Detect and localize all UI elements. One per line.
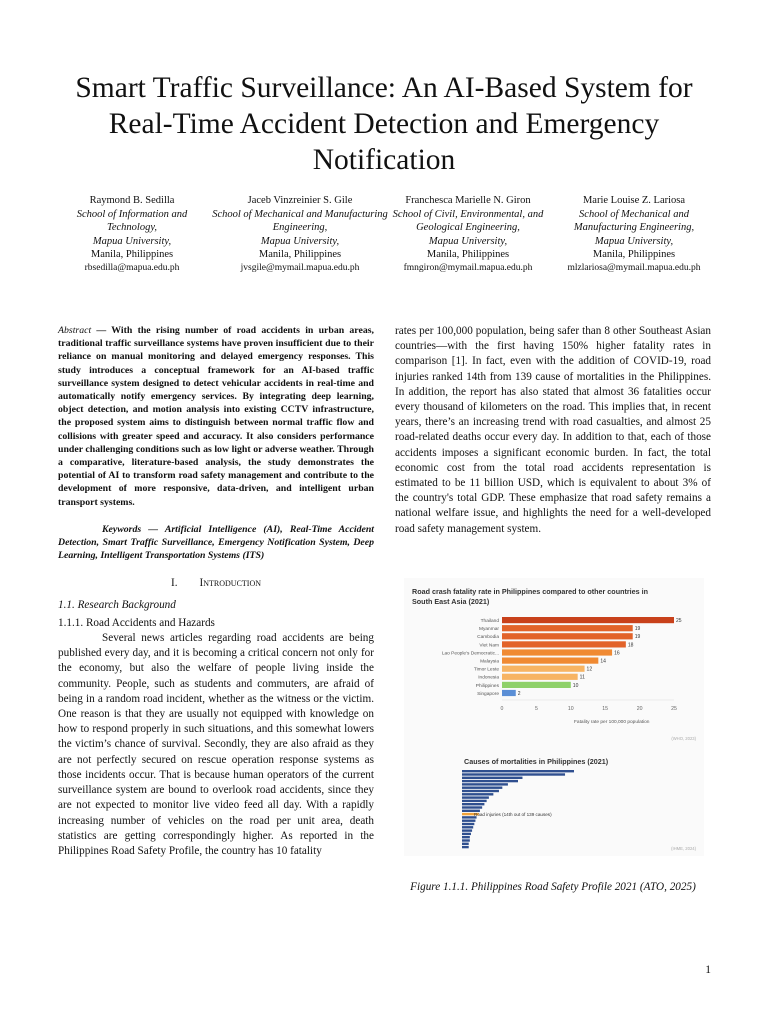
- author-block: [552, 194, 716, 275]
- category-label: Singapore: [477, 691, 499, 697]
- data-label: 25: [676, 618, 682, 624]
- keywords: [58, 523, 374, 563]
- x-axis-label: Fatality rate per 100,000 population: [574, 720, 650, 725]
- x-tick-label: 25: [671, 706, 677, 712]
- author-place: Manila, Philippines: [258, 249, 342, 260]
- bar: [462, 790, 499, 792]
- abstract: [58, 324, 374, 509]
- x-tick-label: 0: [500, 706, 504, 712]
- data-label: 19: [634, 634, 641, 641]
- bar: [462, 833, 471, 835]
- abstract-text: — With the rising number of road accidents in urban areas, traditional traffic surveillance systems have proven insufficient due to their reliance on manual monitoring and delayed emergency responses. This study introduces a conceptual framework for an AI-based traffic surveillance system designed to detect vehicular accidents in real-time and automatically notify emergency services. By integrating deep learning, object detection, and motion analysis into existing CCTV infrastructure, the proposed system aims to distinguish between normal traffic flow and collisions with greater speed and accuracy. It also considers performance under challenging conditions such as low light or adverse weather. Through a comparative, literature-based analysis, the study demonstrates the potential of AI to transform road safety management and contribute to the development of more responsive, data-driven, and intelligent urban transport systems.: [58, 325, 374, 508]
- category-label: Lao People's Democratic...: [441, 651, 499, 657]
- data-label: 11: [579, 674, 585, 681]
- bar: [462, 839, 470, 841]
- data-label: 14: [600, 658, 606, 665]
- author-affiliation: School of Civil, Environmental, and Geological Engineering,: [392, 208, 544, 233]
- section-number: I.: [170, 577, 178, 590]
- author-block: [212, 194, 388, 275]
- bar: [462, 796, 489, 798]
- bar: [502, 641, 626, 647]
- subsection-heading: 1.1. Research Background: [58, 598, 176, 611]
- bar: [502, 625, 633, 631]
- figure-chart: [404, 578, 704, 856]
- figure: [404, 578, 704, 856]
- x-tick-label: 20: [636, 706, 643, 712]
- author-email: jvsgile@mymail.mapua.edu.ph: [240, 262, 360, 273]
- data-label: 12: [586, 666, 593, 673]
- abstract-label: Abstract: [58, 325, 92, 336]
- bar: [462, 780, 518, 782]
- subsubsection-heading: 1.1.1. Road Accidents and Hazards: [58, 616, 215, 629]
- bar: [462, 793, 493, 795]
- section-title: Introduction: [199, 577, 262, 590]
- bar: [462, 773, 565, 775]
- category-label: Indonesia: [478, 675, 499, 681]
- bar: [462, 783, 508, 785]
- figure-caption: Figure 1.1.1. Philippines Road Safety Profile 2021 (ATO, 2025): [410, 881, 696, 893]
- author-university: Mapua University,: [594, 235, 674, 247]
- body-paragraph: Several news articles regarding road accidents are being published every day, and it is becoming a critical concern not only for the economy, but also the welfare of people living inside the community. People, such as students and commuters, are afraid of being in a random road incident, whether as the witness or the victim. One reason is that they are usually not equipped with knowledge on how to respond properly in such situations, and this somewhat lowers the victim’s chance of survival. Secondly, they are also afraid as they are not perfectly secured on rescue operation response systems as those incidents occur. That is because human operators of the current surveillance system are bound to overlook road accidents, since they are not expected to monitor live video feed all day. With a rapidly increasing number of vehicles on the road per unit area, death statistics are getting correspondingly higher. As reported in the Philippines Road Safety Profile, the country has 10 fatality: [58, 632, 374, 857]
- author-name: Marie Louise Z. Lariosa: [582, 195, 686, 206]
- category-label: Philippines: [475, 683, 499, 689]
- left-column: [58, 324, 374, 859]
- author-affiliation: School of Mechanical and Manufacturing Engineering,: [212, 208, 388, 233]
- right-column: [395, 324, 711, 537]
- author-affiliation: School of Mechanical and Manufacturing Engineering,: [573, 208, 695, 233]
- section-heading: [58, 576, 374, 591]
- category-label: Malaysia: [480, 659, 499, 665]
- bar: [462, 820, 475, 822]
- bar: [502, 649, 612, 655]
- author-block: [52, 194, 212, 275]
- category-label: Viet Nam: [479, 643, 499, 649]
- author-email: rbsedilla@mapua.edu.ph: [84, 262, 180, 273]
- bar: [462, 777, 522, 779]
- bar: [502, 617, 674, 623]
- bar: [462, 843, 469, 845]
- page-number: 1: [705, 964, 711, 976]
- bar: [462, 846, 469, 848]
- bar: [462, 803, 484, 805]
- body-paragraph: rates per 100,000 population, being safer than 8 other Southeast Asian countries—with the first having 150% higher fatality rates in comparison [1]. In fact, even with the addition of COVID-19, road injuries ranked 14th from 139 cause of mortalities in the Philippines. In addition, the report has also stated that almost 36 fatalities occur every thousand of kilometers on the road. This implies that, in recent years, there’s an increasing trend with road casualties, and almost 25 road-related deaths occur every day. In addition to that, each of those accidents imposes a significant economic burden. In fact, the total economic cost from the total road accidents representation is estimated to be 11 billion USD, which is equivalent to about 3% of the country's total GDP. These emphasize that road safety remains a national welfare issue, and highlights the need for a well-developed road safety management system.: [395, 325, 711, 535]
- chart-title: South East Asia (2021): [412, 597, 490, 606]
- bar: [502, 690, 516, 696]
- data-label: 10: [572, 682, 579, 689]
- bar: [502, 658, 598, 664]
- chart-source: (IHME, 2024): [671, 846, 696, 851]
- data-label: 19: [634, 626, 641, 633]
- bar: [462, 826, 473, 828]
- chart-title: Road crash fatality rate in Philippines compared to other countries in: [412, 587, 649, 596]
- bar: [502, 674, 578, 680]
- annotation: Road injuries (14th out of 139 causes): [474, 811, 552, 817]
- keywords-label: Keywords: [102, 523, 142, 535]
- category-label: Thailand: [480, 619, 499, 624]
- author-place: Manila, Philippines: [592, 249, 676, 260]
- author-affiliation: School of Information and Technology,: [76, 208, 188, 233]
- data-label: 16: [614, 650, 620, 657]
- author-email: mlzlariosa@mymail.mapua.edu.ph: [567, 262, 701, 273]
- bar: [502, 666, 585, 672]
- author-place: Manila, Philippines: [426, 249, 510, 260]
- author-university: Mapua University,: [428, 235, 508, 247]
- bar: [462, 787, 502, 789]
- x-tick-label: 5: [534, 706, 538, 712]
- author-email: fmngiron@mymail.mapua.edu.ph: [403, 262, 533, 273]
- bar: [502, 633, 633, 639]
- data-label: 18: [627, 642, 634, 649]
- paper-title: Smart Traffic Surveillance: An AI-Based System for Real-Time Accident Detection and Emergency Notification: [75, 72, 693, 176]
- chart-source: (WHO, 2023): [671, 736, 696, 741]
- data-label: 2: [517, 690, 521, 697]
- bar: [462, 836, 470, 838]
- category-label: Timor Leste: [473, 667, 499, 673]
- bar: [462, 770, 574, 772]
- bar: [462, 806, 482, 808]
- bar: [502, 682, 571, 688]
- category-label: Myanmar: [479, 627, 499, 633]
- keywords-text: — Artificial Intelligence (AI), Real-Time Accident Detection, Smart Traffic Surveillance, Emergency Notification System, Deep Learning, Intelligent Transportation Systems (ITS): [58, 523, 374, 562]
- author-block: [390, 194, 546, 275]
- x-tick-label: 10: [567, 706, 574, 712]
- chart-title: Causes of mortalities in Philippines (2021): [464, 757, 609, 766]
- category-label: Cambodia: [477, 635, 499, 641]
- author-university: Mapua University,: [260, 235, 340, 247]
- author-university: Mapua University,: [92, 235, 172, 247]
- bar: [462, 829, 472, 831]
- x-tick-label: 15: [602, 706, 609, 712]
- author-name: Franchesca Marielle N. Giron: [405, 195, 531, 206]
- author-name: Raymond B. Sedilla: [89, 195, 175, 206]
- bar: [462, 823, 474, 825]
- author-name: Jaceb Vinzreinier S. Gile: [247, 195, 353, 206]
- bar: [462, 800, 487, 802]
- author-place: Manila, Philippines: [90, 249, 174, 260]
